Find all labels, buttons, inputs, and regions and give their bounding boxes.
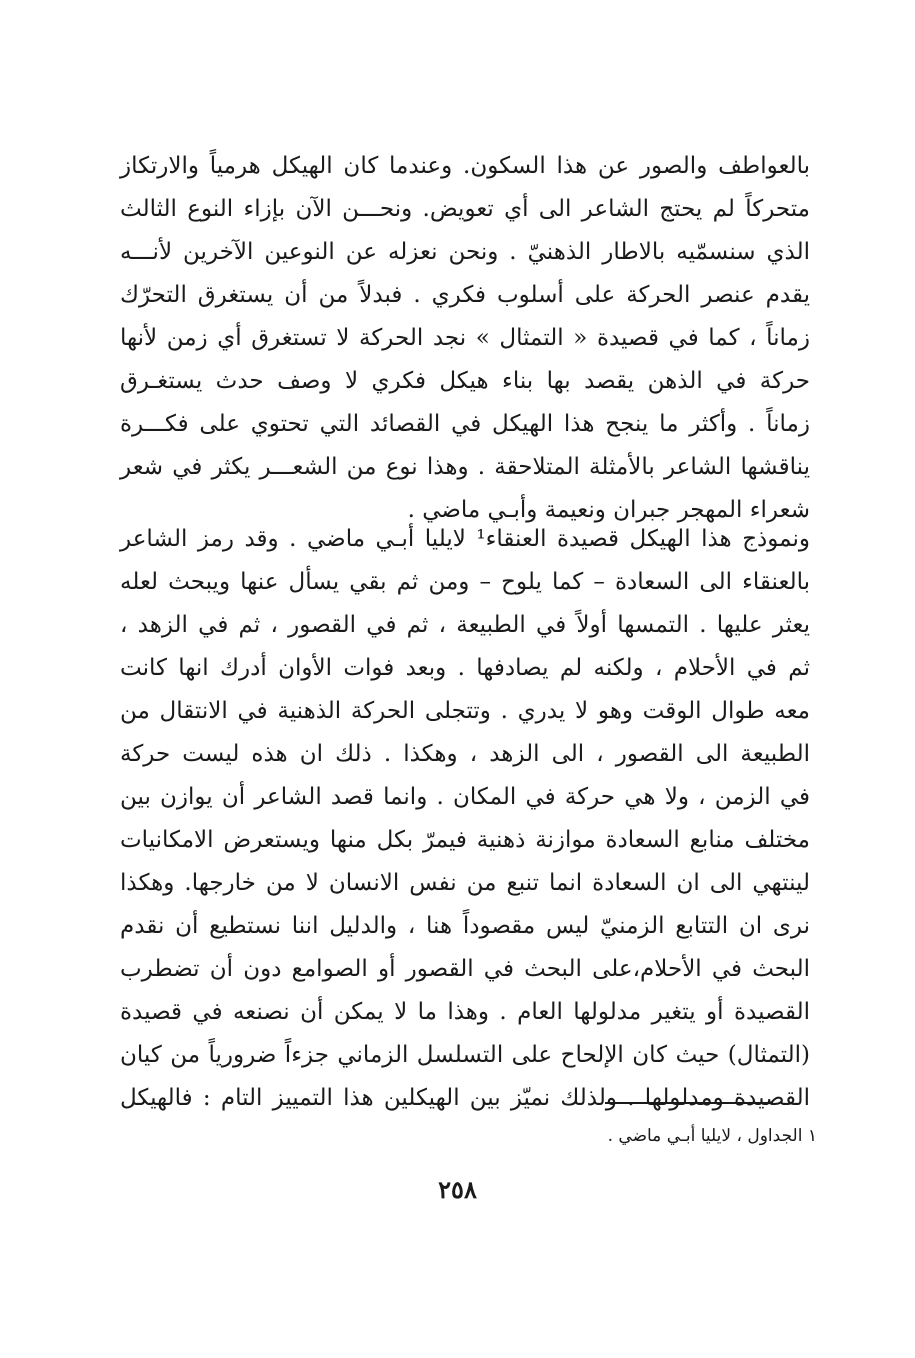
text-line: معه طوال الوقت وهو لا يدري . وتتجلى الحركة الذهنية في الانتقال من — [120, 698, 810, 724]
page-number: ٢٥٨ — [438, 1175, 477, 1204]
text-line: القصيدة أو يتغير مدلولها العام . وهذا ما لا يمكن أن نصنعه في قصيدة — [120, 999, 810, 1025]
text-line: يعثر عليها . التمسها أولاً في الطبيعة ، ثم في القصور ، ثم في الزهد ، — [120, 612, 810, 638]
text-line: في الزمن ، ولا هي حركة في المكان . وانما قصد الشاعر أن يوازن بين — [120, 784, 810, 810]
text-line: (التمثال) حيث كان الإلحاح على التسلسل الزماني جزءاً ضرورياً من كيان — [120, 1042, 810, 1068]
text-line: متحركاً لم يحتج الشاعر الى أي تعويض. ونحـــن الآن بإزاء النوع الثالث — [120, 196, 810, 222]
text-line: الذي سنسمّيه بالاطار الذهنيّ . ونحن نعزله عن النوعين الآخرين لأنـــه — [120, 239, 810, 265]
footnote-divider — [605, 1102, 773, 1104]
paragraph-1 — [120, 145, 810, 532]
text-line: ثم في الأحلام ، ولكنه لم يصادفها . وبعد فوات الأوان أدرك انها كانت — [120, 655, 810, 681]
paragraph-2 — [120, 518, 810, 1120]
text-line: البحث في الأحلام،على البحث في القصور أو الصوامع دون أن تضطرب — [120, 956, 810, 982]
text-line: ونموذج هذا الهيكل قصيدة العنقاء¹ لايليا أبـي ماضي . وقد رمز الشاعر — [120, 526, 810, 552]
text-line: بالعواطف والصور عن هذا السكون. وعندما كان الهيكل هرمياً والارتكاز — [120, 153, 810, 179]
text-line: لينتهي الى ان السعادة انما تنبع من نفس الانسان لا من خارجها. وهكذا — [120, 870, 810, 896]
text-line: شعراء المهجر جبران ونعيمة وأبـي ماضي . — [407, 497, 810, 523]
text-line: زماناً . وأكثر ما ينجح هذا الهيكل في القصائد التي تحتوي على فكـــرة — [120, 411, 810, 437]
text-line: بالعنقاء الى السعادة – كما يلوح – ومن ثم بقي يسأل عنها ويبحث لعله — [120, 569, 810, 595]
text-line: مختلف منابع السعادة موازنة ذهنية فيمرّ بكل منها ويستعرض الامكانيات — [120, 827, 810, 853]
text-line: حركة في الذهن يقصد بها بناء هيكل فكري لا وصف حدث يستغـرق — [120, 368, 810, 394]
text-line: يقدم عنصر الحركة على أسلوب فكري . فبدلاً من أن يستغرق التحرّك — [120, 282, 810, 308]
text-line: زماناً ، كما في قصيدة « التمثال » نجد الحركة لا تستغرق أي زمن لأنها — [120, 325, 810, 351]
text-line: يناقشها الشاعر بالأمثلة المتلاحقة . وهذا نوع من الشعـــر يكثر في شعر — [120, 454, 810, 480]
text-line: الطبيعة الى القصور ، الى الزهد ، وهكذا . ذلك ان هذه ليست حركة — [120, 741, 810, 767]
footnote: ١ الجداول ، لايليا أبـي ماضي . — [607, 1126, 817, 1146]
text-line: القصيدة ومدلولها . ولذلك نميّز بين الهيكلين هذا التمييز التام : فالهيكل — [120, 1085, 810, 1111]
text-line: نرى ان التتابع الزمنيّ ليس مقصوداً هنا ، والدليل اننا نستطيع أن نقدم — [120, 913, 810, 939]
